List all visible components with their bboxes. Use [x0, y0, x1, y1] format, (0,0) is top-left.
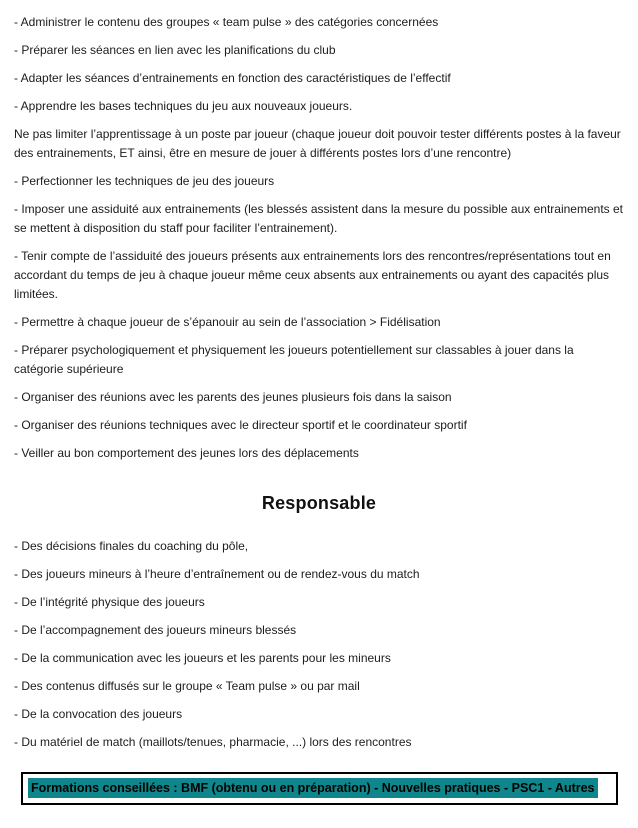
section-heading-responsable: Responsable [261, 493, 377, 513]
list-item: - Organiser des réunions avec les parents des jeunes plusieurs fois dans la saison [14, 390, 452, 404]
list-item: - Permettre à chaque joueur de s’épanouir au sein de l’association > Fidélisation [14, 315, 441, 329]
list-item: - Des joueurs mineurs à l’heure d’entraînement ou de rendez-vous du match [14, 567, 420, 581]
list-item: - De la communication avec les joueurs et les parents pour les mineurs [14, 651, 391, 665]
list-item: - Imposer une assiduité aux entrainements (les blessés assistent dans la mesure du possible aux entrainements et se mettent à disposition du staff pour faciliter l’entrainement). [14, 202, 623, 235]
list-item: - Adapter les séances d’entrainements en fonction des caractéristiques de l’effectif [14, 71, 451, 85]
list-item: - Apprendre les bases techniques du jeu aux nouveaux joueurs. [14, 99, 353, 113]
list-item: Ne pas limiter l’apprentissage à un poste par joueur (chaque joueur doit pouvoir tester différents postes à la faveur des entrainements, ET ainsi, être en mesure de jouer à différents postes lors d’une rencontre) [14, 127, 621, 160]
responsibilities-list [14, 537, 624, 752]
list-item: - Du matériel de match (maillots/tenues, pharmacie, ...) lors des rencontres [14, 735, 412, 749]
list-item: - De l’accompagnement des joueurs mineurs blessés [14, 623, 297, 637]
list-item: - Tenir compte de l’assiduité des joueurs présents aux entrainements lors des rencontres/représentations tout en accordant du temps de jeu à chaque joueur même ceux absents aux entrainements ou ayant des capacités plus limitées. [14, 249, 611, 301]
list-item: - Préparer les séances en lien avec les planifications du club [14, 43, 336, 57]
list-item: - Préparer psychologiquement et physiquement les joueurs potentiellement sur classables à jouer dans la catégorie supérieure [14, 343, 574, 376]
list-item: - Perfectionner les techniques de jeu des joueurs [14, 174, 275, 188]
list-item: - Organiser des réunions techniques avec le directeur sportif et le coordinateur sportif [14, 418, 467, 432]
duties-list [14, 13, 624, 463]
list-item: - De la convocation des joueurs [14, 707, 183, 721]
recommended-trainings-box [21, 772, 618, 805]
recommended-trainings-text: Formations conseillées : BMF (obtenu ou en préparation) - Nouvelles pratiques - PSC1 - Autres [28, 778, 598, 798]
list-item: - Veiller au bon comportement des jeunes lors des déplacements [14, 446, 359, 460]
list-item: - Administrer le contenu des groupes « team pulse » des catégories concernées [14, 15, 439, 29]
list-item: - De l’intégrité physique des joueurs [14, 595, 205, 609]
list-item: - Des contenus diffusés sur le groupe « Team pulse » ou par mail [14, 679, 360, 693]
list-item: - Des décisions finales du coaching du pôle, [14, 539, 249, 553]
